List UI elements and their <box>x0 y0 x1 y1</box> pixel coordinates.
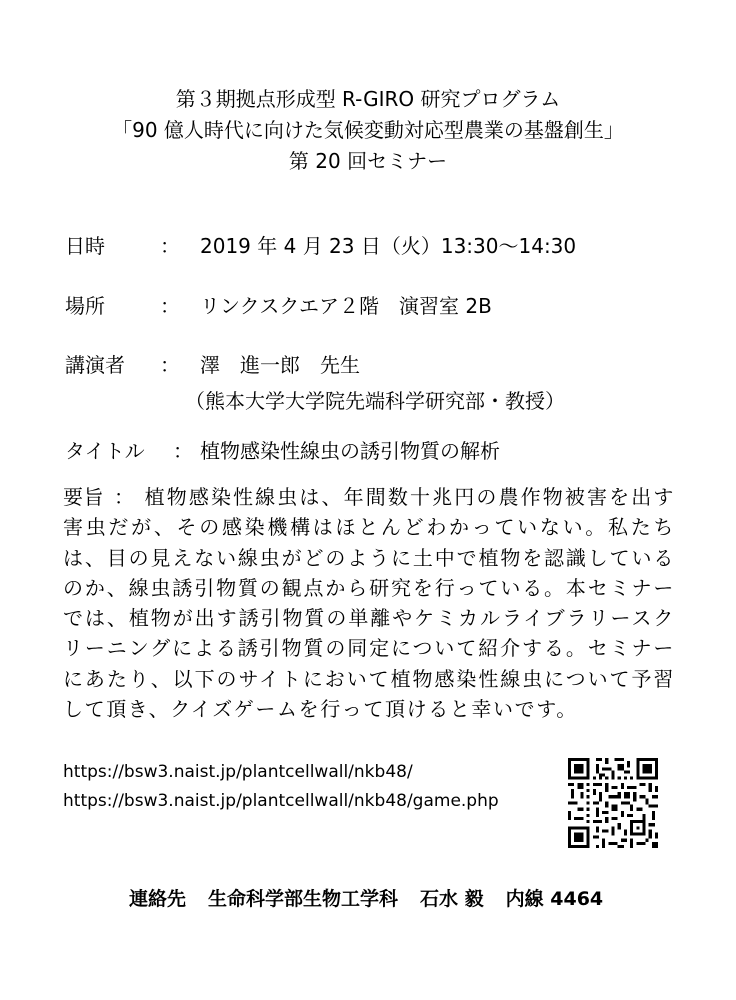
datetime-value: 2019 年 4 月 23 日（火）13:30～14:30 <box>200 234 577 258</box>
contact-department: 生命科学部生物工学科 <box>208 888 399 910</box>
summary-colon: ： <box>114 485 135 509</box>
contact-line <box>129 884 603 914</box>
qr-code-icon[interactable] <box>568 758 658 848</box>
summary-label: 要旨 <box>63 485 105 509</box>
summary-block <box>63 482 675 724</box>
contact-person: 石水 毅 <box>420 888 484 910</box>
speaker-name: 澤 進一郎 先生 <box>200 353 360 377</box>
contact-extension: 内線 4464 <box>505 888 604 910</box>
header <box>0 84 736 177</box>
contact-label: 連絡先 <box>129 888 187 910</box>
talk-title-value: 植物感染性線虫の誘引物質の解析 <box>200 439 500 463</box>
place-label: 場所 <box>65 294 105 318</box>
link-nkb48[interactable]: https://bsw3.naist.jp/plantcellwall/nkb48/ <box>63 762 413 782</box>
talk-title-colon: ： <box>173 439 193 463</box>
place-value: リンクスクエア２階 演習室 2B <box>200 294 492 318</box>
place-colon: ： <box>160 294 180 318</box>
speaker-colon: ： <box>160 353 180 377</box>
seminar-number: 第 20 回セミナー <box>288 149 448 173</box>
talk-title-label: タイトル <box>65 439 145 463</box>
project-title: 「90 億人時代に向けた気候変動対応型農業の基盤創生」 <box>112 118 624 142</box>
program-title: 第３期拠点形成型 R-GIRO 研究プログラム <box>175 87 561 111</box>
speaker-label: 講演者 <box>65 353 125 377</box>
links-block <box>63 758 499 816</box>
datetime-label: 日時 <box>65 234 105 258</box>
speaker-affiliation: （熊本大学大学院先端科学研究部・教授） <box>185 389 565 413</box>
summary-text: 植物感染性線虫は、年間数十兆円の農作物被害を出す害虫だが、その感染機構はほとんどわかっていない。私たちは、目の見えない線虫がどのように土中で植物を認識しているのか、線虫誘引物質の観点から研究を行っている。本セミナーでは、植物が出す誘引物質の単離やケミカルライブラリースクリーニングによる誘引物質の同定について紹介する。セミナーにあたり、以下のサイトにおいて植物感染性線虫について予習して頂き、クイズゲームを行って頂けると幸いです。 <box>63 485 675 722</box>
datetime-colon: ： <box>160 234 180 258</box>
link-nkb48-game[interactable]: https://bsw3.naist.jp/plantcellwall/nkb48/game.php <box>63 791 499 811</box>
